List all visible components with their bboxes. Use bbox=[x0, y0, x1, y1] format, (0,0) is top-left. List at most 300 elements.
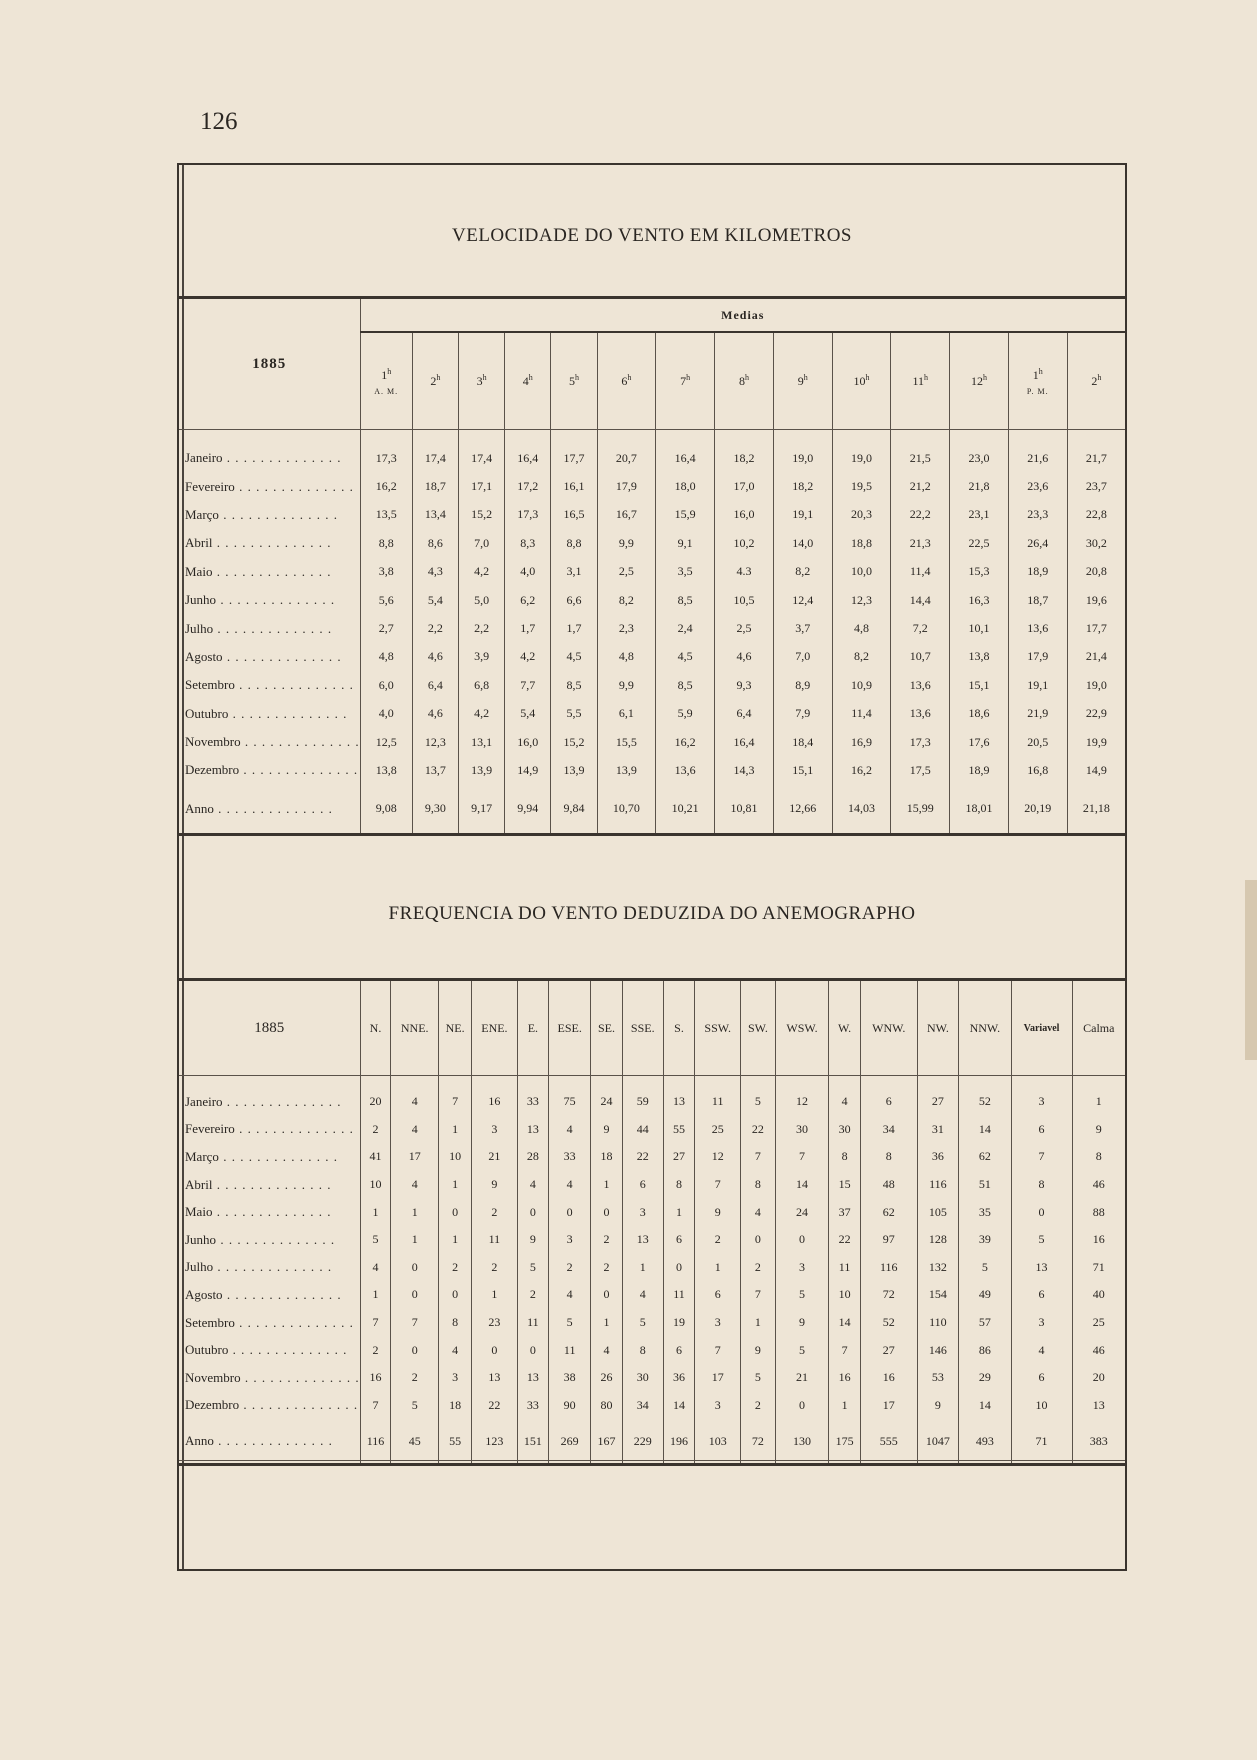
value-cell: 17,3 bbox=[891, 728, 950, 756]
value-cell: 0 bbox=[1011, 1198, 1072, 1226]
direction-header: Calma bbox=[1072, 980, 1125, 1076]
wind-frequency-table bbox=[179, 978, 1125, 1466]
value-cell: 18,7 bbox=[1008, 586, 1067, 614]
value-cell: 1047 bbox=[917, 1419, 959, 1465]
leader-dots: . . . . . . . . . . . . . . bbox=[213, 620, 333, 636]
value-cell: 16,2 bbox=[360, 472, 412, 500]
value-cell: 22,2 bbox=[891, 501, 950, 529]
value-cell: 15,2 bbox=[459, 501, 505, 529]
value-cell: 2,2 bbox=[459, 614, 505, 642]
table-row bbox=[179, 472, 1125, 500]
value-cell: 7,9 bbox=[773, 700, 832, 728]
value-cell: 24 bbox=[775, 1198, 829, 1226]
value-cell: 269 bbox=[549, 1419, 591, 1465]
value-cell: 23,7 bbox=[1067, 472, 1125, 500]
value-cell: 23,1 bbox=[950, 501, 1009, 529]
value-cell: 4,0 bbox=[505, 558, 551, 586]
value-cell: 13,1 bbox=[459, 728, 505, 756]
direction-header: E. bbox=[517, 980, 549, 1076]
value-cell: 1 bbox=[591, 1309, 623, 1337]
value-cell: 16,9 bbox=[832, 728, 891, 756]
value-cell: 13 bbox=[517, 1116, 549, 1144]
value-cell: 10,7 bbox=[891, 643, 950, 671]
wind-velocity-table bbox=[179, 296, 1125, 836]
value-cell: 18,9 bbox=[1008, 558, 1067, 586]
leader-dots: . . . . . . . . . . . . . . bbox=[234, 677, 354, 693]
value-cell: 34 bbox=[860, 1116, 917, 1144]
table-row bbox=[179, 1171, 1125, 1199]
value-cell: 29 bbox=[959, 1364, 1011, 1392]
value-cell: 16,4 bbox=[715, 728, 774, 756]
value-cell: 0 bbox=[391, 1281, 439, 1309]
value-cell: 13,4 bbox=[412, 501, 458, 529]
value-cell: 16,3 bbox=[950, 586, 1009, 614]
month-label: Julho bbox=[185, 620, 214, 636]
month-label: Fevereiro bbox=[185, 478, 235, 494]
value-cell: 0 bbox=[439, 1281, 472, 1309]
table-row bbox=[179, 1281, 1125, 1309]
value-cell: 2 bbox=[360, 1336, 391, 1364]
value-cell: 17,2 bbox=[505, 472, 551, 500]
value-cell: 9 bbox=[775, 1309, 829, 1337]
value-cell: 18,2 bbox=[715, 430, 774, 473]
value-cell: 88 bbox=[1072, 1198, 1125, 1226]
value-cell: 21,6 bbox=[1008, 430, 1067, 473]
value-cell: 4 bbox=[549, 1171, 591, 1199]
value-cell: 14,03 bbox=[832, 785, 891, 835]
table-row bbox=[179, 614, 1125, 642]
value-cell: 30 bbox=[622, 1364, 663, 1392]
direction-header: WSW. bbox=[775, 980, 829, 1076]
value-cell: 3 bbox=[549, 1226, 591, 1254]
month-cell bbox=[179, 1226, 360, 1254]
value-cell: 35 bbox=[959, 1198, 1011, 1226]
value-cell: 90 bbox=[549, 1392, 591, 1420]
hour-period: P. M. bbox=[1026, 386, 1049, 396]
value-cell: 13 bbox=[1011, 1254, 1072, 1282]
month-cell bbox=[179, 586, 360, 614]
value-cell: 22,8 bbox=[1067, 501, 1125, 529]
hour-label: 8 bbox=[738, 374, 745, 388]
value-cell: 48 bbox=[860, 1171, 917, 1199]
value-cell: 18,0 bbox=[656, 472, 715, 500]
value-cell: 62 bbox=[860, 1198, 917, 1226]
value-cell: 16,1 bbox=[551, 472, 597, 500]
value-cell: 1 bbox=[591, 1171, 623, 1199]
value-cell: 21,7 bbox=[1067, 430, 1125, 473]
value-cell: 18 bbox=[591, 1143, 623, 1171]
value-cell: 21 bbox=[775, 1364, 829, 1392]
value-cell: 21,18 bbox=[1067, 785, 1125, 835]
value-cell: 19,0 bbox=[1067, 671, 1125, 699]
month-cell bbox=[179, 643, 360, 671]
value-cell: 105 bbox=[917, 1198, 959, 1226]
page-edge-stain bbox=[1245, 880, 1257, 1060]
value-cell: 5 bbox=[775, 1336, 829, 1364]
hour-superscript: h bbox=[865, 373, 870, 382]
value-cell: 21 bbox=[472, 1143, 517, 1171]
hour-label: 4 bbox=[522, 374, 529, 388]
value-cell: 13,6 bbox=[891, 700, 950, 728]
value-cell: 72 bbox=[860, 1281, 917, 1309]
value-cell: 12,66 bbox=[773, 785, 832, 835]
value-cell: 8 bbox=[1072, 1143, 1125, 1171]
value-cell: 18,6 bbox=[950, 700, 1009, 728]
value-cell: 11 bbox=[663, 1281, 695, 1309]
value-cell: 49 bbox=[959, 1281, 1011, 1309]
hour-superscript: h bbox=[803, 373, 808, 382]
hour-header bbox=[832, 332, 891, 430]
value-cell: 0 bbox=[775, 1392, 829, 1420]
hour-header bbox=[505, 332, 551, 430]
value-cell: 21,5 bbox=[891, 430, 950, 473]
month-label: Maio bbox=[185, 1204, 213, 1220]
value-cell: 15,1 bbox=[950, 671, 1009, 699]
month-cell bbox=[179, 1198, 360, 1226]
value-cell: 17,5 bbox=[891, 756, 950, 784]
value-cell: 16,0 bbox=[505, 728, 551, 756]
table-row bbox=[179, 1116, 1125, 1144]
month-label: Janeiro bbox=[185, 1093, 223, 1109]
value-cell: 52 bbox=[959, 1076, 1011, 1116]
directions-header-row bbox=[179, 980, 1125, 1076]
value-cell: 21,3 bbox=[891, 529, 950, 557]
value-cell: 17,0 bbox=[715, 472, 774, 500]
month-cell bbox=[179, 472, 360, 500]
direction-header: SE. bbox=[591, 980, 623, 1076]
value-cell: 18,7 bbox=[412, 472, 458, 500]
value-cell: 3,7 bbox=[773, 614, 832, 642]
value-cell: 8,2 bbox=[597, 586, 656, 614]
value-cell: 30,2 bbox=[1067, 529, 1125, 557]
value-cell: 7,0 bbox=[773, 643, 832, 671]
hour-superscript: h bbox=[744, 373, 749, 382]
value-cell: 12,5 bbox=[360, 728, 412, 756]
value-cell: 25 bbox=[1072, 1309, 1125, 1337]
table-row bbox=[179, 1076, 1125, 1116]
value-cell: 0 bbox=[591, 1198, 623, 1226]
value-cell: 11 bbox=[472, 1226, 517, 1254]
value-cell: 7 bbox=[360, 1309, 391, 1337]
value-cell: 6 bbox=[1011, 1116, 1072, 1144]
value-cell: 15,2 bbox=[551, 728, 597, 756]
value-cell: 17,6 bbox=[950, 728, 1009, 756]
value-cell: 15,3 bbox=[950, 558, 1009, 586]
frequency-table-title: FREQUENCIA DO VENTO DEDUZIDA DO ANEMOGRAPHO bbox=[388, 903, 916, 924]
direction-header: SW. bbox=[741, 980, 776, 1076]
value-cell: 15,1 bbox=[773, 756, 832, 784]
value-cell: 8,5 bbox=[551, 671, 597, 699]
table-row bbox=[179, 586, 1125, 614]
value-cell: 27 bbox=[917, 1076, 959, 1116]
value-cell: 9,3 bbox=[715, 671, 774, 699]
value-cell: 9 bbox=[917, 1392, 959, 1420]
leader-dots: . . . . . . . . . . . . . . bbox=[218, 506, 338, 522]
table-row bbox=[179, 501, 1125, 529]
value-cell: 4 bbox=[360, 1254, 391, 1282]
month-cell bbox=[179, 1143, 360, 1171]
value-cell: 51 bbox=[959, 1171, 1011, 1199]
value-cell: 4 bbox=[591, 1336, 623, 1364]
value-cell: 8,5 bbox=[656, 586, 715, 614]
value-cell: 16 bbox=[472, 1076, 517, 1116]
value-cell: 17,9 bbox=[1008, 643, 1067, 671]
value-cell: 17 bbox=[695, 1364, 741, 1392]
value-cell: 75 bbox=[549, 1076, 591, 1116]
value-cell: 1 bbox=[1072, 1076, 1125, 1116]
value-cell: 5 bbox=[741, 1076, 776, 1116]
leader-dots: . . . . . . . . . . . . . . bbox=[213, 1433, 333, 1449]
value-cell: 22,5 bbox=[950, 529, 1009, 557]
leader-dots: . . . . . . . . . . . . . . bbox=[239, 762, 359, 778]
value-cell: 20,5 bbox=[1008, 728, 1067, 756]
table-row bbox=[179, 558, 1125, 586]
value-cell: 13,6 bbox=[891, 671, 950, 699]
hour-header bbox=[656, 332, 715, 430]
value-cell: 71 bbox=[1072, 1254, 1125, 1282]
value-cell: 8,6 bbox=[412, 529, 458, 557]
value-cell: 57 bbox=[959, 1309, 1011, 1337]
value-cell: 2,2 bbox=[412, 614, 458, 642]
month-cell bbox=[179, 756, 360, 784]
value-cell: 19,0 bbox=[832, 430, 891, 473]
month-label: Novembro bbox=[185, 734, 241, 750]
hour-label: 11 bbox=[912, 374, 925, 388]
value-cell: 44 bbox=[622, 1116, 663, 1144]
leader-dots: . . . . . . . . . . . . . . bbox=[216, 592, 336, 608]
value-cell: 33 bbox=[549, 1143, 591, 1171]
hour-superscript: h bbox=[924, 373, 929, 382]
value-cell: 14 bbox=[829, 1309, 861, 1337]
month-label: Fevereiro bbox=[185, 1121, 235, 1137]
value-cell: 2,7 bbox=[360, 614, 412, 642]
value-cell: 4,2 bbox=[459, 558, 505, 586]
value-cell: 10,2 bbox=[715, 529, 774, 557]
value-cell: 9,30 bbox=[412, 785, 458, 835]
value-cell: 16,7 bbox=[597, 501, 656, 529]
value-cell: 3 bbox=[439, 1364, 472, 1392]
value-cell: 55 bbox=[663, 1116, 695, 1144]
hour-label: 10 bbox=[853, 374, 866, 388]
value-cell: 26 bbox=[591, 1364, 623, 1392]
value-cell: 4 bbox=[622, 1281, 663, 1309]
value-cell: 1,7 bbox=[505, 614, 551, 642]
direction-header: W. bbox=[829, 980, 861, 1076]
value-cell: 6,8 bbox=[459, 671, 505, 699]
value-cell: 6 bbox=[622, 1171, 663, 1199]
value-cell: 8,2 bbox=[773, 558, 832, 586]
value-cell: 2 bbox=[695, 1226, 741, 1254]
value-cell: 9 bbox=[517, 1226, 549, 1254]
value-cell: 14 bbox=[663, 1392, 695, 1420]
value-cell: 9,84 bbox=[551, 785, 597, 835]
value-cell: 20,3 bbox=[832, 501, 891, 529]
hour-label: 2 bbox=[430, 374, 437, 388]
value-cell: 17,7 bbox=[551, 430, 597, 473]
value-cell: 16,2 bbox=[832, 756, 891, 784]
value-cell: 4,8 bbox=[360, 643, 412, 671]
month-cell bbox=[179, 430, 360, 473]
value-cell: 1 bbox=[439, 1226, 472, 1254]
value-cell: 4 bbox=[741, 1198, 776, 1226]
value-cell: 6,0 bbox=[360, 671, 412, 699]
value-cell: 154 bbox=[917, 1281, 959, 1309]
value-cell: 0 bbox=[391, 1336, 439, 1364]
month-label: Março bbox=[185, 1148, 219, 1164]
table-row bbox=[179, 430, 1125, 473]
value-cell: 146 bbox=[917, 1336, 959, 1364]
value-cell: 0 bbox=[663, 1254, 695, 1282]
value-cell: 0 bbox=[517, 1336, 549, 1364]
value-cell: 2,5 bbox=[597, 558, 656, 586]
value-cell: 9 bbox=[741, 1336, 776, 1364]
value-cell: 11,4 bbox=[891, 558, 950, 586]
value-cell: 8,8 bbox=[551, 529, 597, 557]
value-cell: 36 bbox=[663, 1364, 695, 1392]
value-cell: 16 bbox=[860, 1364, 917, 1392]
value-cell: 17,3 bbox=[360, 430, 412, 473]
month-label: Abril bbox=[185, 535, 213, 551]
value-cell: 19 bbox=[663, 1309, 695, 1337]
value-cell: 8 bbox=[829, 1143, 861, 1171]
value-cell: 15 bbox=[829, 1171, 861, 1199]
value-cell: 9 bbox=[591, 1116, 623, 1144]
value-cell: 128 bbox=[917, 1226, 959, 1254]
value-cell: 4,5 bbox=[656, 643, 715, 671]
value-cell: 16,5 bbox=[551, 501, 597, 529]
month-label: Agosto bbox=[185, 1286, 223, 1302]
leader-dots: . . . . . . . . . . . . . . bbox=[240, 734, 360, 750]
month-cell bbox=[179, 785, 360, 835]
value-cell: 10,81 bbox=[715, 785, 774, 835]
table-row bbox=[179, 700, 1125, 728]
value-cell: 16 bbox=[1072, 1226, 1125, 1254]
value-cell: 151 bbox=[517, 1419, 549, 1465]
value-cell: 13,8 bbox=[360, 756, 412, 784]
hour-label: 3 bbox=[476, 374, 483, 388]
value-cell: 5 bbox=[622, 1309, 663, 1337]
value-cell: 9,94 bbox=[505, 785, 551, 835]
direction-header: NNW. bbox=[959, 980, 1011, 1076]
value-cell: 4 bbox=[391, 1171, 439, 1199]
value-cell: 167 bbox=[591, 1419, 623, 1465]
value-cell: 18 bbox=[439, 1392, 472, 1420]
hour-label: 2 bbox=[1091, 374, 1098, 388]
value-cell: 4,3 bbox=[412, 558, 458, 586]
value-cell: 24 bbox=[591, 1076, 623, 1116]
value-cell: 14,9 bbox=[505, 756, 551, 784]
value-cell: 16,8 bbox=[1008, 756, 1067, 784]
value-cell: 4,8 bbox=[832, 614, 891, 642]
value-cell: 8,9 bbox=[773, 671, 832, 699]
month-label: Julho bbox=[185, 1259, 214, 1275]
value-cell: 18,2 bbox=[773, 472, 832, 500]
direction-header: N. bbox=[360, 980, 391, 1076]
value-cell: 23 bbox=[472, 1309, 517, 1337]
month-label: Outubro bbox=[185, 1342, 229, 1358]
value-cell: 116 bbox=[860, 1254, 917, 1282]
value-cell: 18,8 bbox=[832, 529, 891, 557]
value-cell: 18,01 bbox=[950, 785, 1009, 835]
value-cell: 7,7 bbox=[505, 671, 551, 699]
leader-dots: . . . . . . . . . . . . . . bbox=[222, 1286, 342, 1302]
hour-header bbox=[1067, 332, 1125, 430]
value-cell: 123 bbox=[472, 1419, 517, 1465]
value-cell: 4,6 bbox=[715, 643, 774, 671]
month-cell bbox=[179, 1392, 360, 1420]
empty-footer-box bbox=[179, 1460, 1125, 1569]
value-cell: 8 bbox=[860, 1143, 917, 1171]
value-cell: 7 bbox=[695, 1336, 741, 1364]
value-cell: 14,9 bbox=[1067, 756, 1125, 784]
hour-superscript: h bbox=[1038, 366, 1043, 376]
value-cell: 30 bbox=[775, 1116, 829, 1144]
month-label: Anno bbox=[185, 1433, 214, 1449]
value-cell: 4 bbox=[439, 1336, 472, 1364]
hour-period: A. M. bbox=[374, 386, 399, 396]
value-cell: 3,1 bbox=[551, 558, 597, 586]
value-cell: 4,5 bbox=[551, 643, 597, 671]
value-cell: 175 bbox=[829, 1419, 861, 1465]
month-label: Abril bbox=[185, 1176, 213, 1192]
value-cell: 10,1 bbox=[950, 614, 1009, 642]
month-label: Setembro bbox=[185, 677, 235, 693]
value-cell: 21,9 bbox=[1008, 700, 1067, 728]
value-cell: 23,6 bbox=[1008, 472, 1067, 500]
value-cell: 14 bbox=[775, 1171, 829, 1199]
value-cell: 21,8 bbox=[950, 472, 1009, 500]
value-cell: 10,21 bbox=[656, 785, 715, 835]
value-cell: 12 bbox=[775, 1076, 829, 1116]
value-cell: 28 bbox=[517, 1143, 549, 1171]
value-cell: 17,1 bbox=[459, 472, 505, 500]
hour-superscript: h bbox=[436, 373, 441, 382]
value-cell: 38 bbox=[549, 1364, 591, 1392]
month-label: Março bbox=[185, 506, 219, 522]
value-cell: 13,9 bbox=[597, 756, 656, 784]
value-cell: 6,4 bbox=[412, 671, 458, 699]
table-row bbox=[179, 756, 1125, 784]
hour-superscript: h bbox=[686, 373, 691, 382]
table-row bbox=[179, 1254, 1125, 1282]
year-header: 1885 bbox=[179, 298, 360, 430]
value-cell: 7 bbox=[391, 1309, 439, 1337]
value-cell: 16,4 bbox=[505, 430, 551, 473]
table-row bbox=[179, 1226, 1125, 1254]
leader-dots: . . . . . . . . . . . . . . bbox=[228, 1342, 348, 1358]
value-cell: 3 bbox=[775, 1254, 829, 1282]
value-cell: 1 bbox=[360, 1281, 391, 1309]
hour-header bbox=[360, 332, 412, 430]
hour-label: 6 bbox=[621, 374, 628, 388]
value-cell: 25 bbox=[695, 1116, 741, 1144]
month-cell bbox=[179, 700, 360, 728]
month-cell bbox=[179, 1116, 360, 1144]
value-cell: 23,0 bbox=[950, 430, 1009, 473]
leader-dots: . . . . . . . . . . . . . . bbox=[222, 450, 342, 466]
value-cell: 19,1 bbox=[1008, 671, 1067, 699]
value-cell: 5,4 bbox=[505, 700, 551, 728]
value-cell: 6 bbox=[1011, 1364, 1072, 1392]
hour-header bbox=[1008, 332, 1067, 430]
value-cell: 4 bbox=[549, 1281, 591, 1309]
leader-dots: . . . . . . . . . . . . . . bbox=[228, 705, 348, 721]
value-cell: 13,8 bbox=[950, 643, 1009, 671]
value-cell: 7,2 bbox=[891, 614, 950, 642]
value-cell: 11 bbox=[695, 1076, 741, 1116]
hour-superscript: h bbox=[1097, 373, 1102, 382]
leader-dots: . . . . . . . . . . . . . . bbox=[239, 1397, 359, 1413]
